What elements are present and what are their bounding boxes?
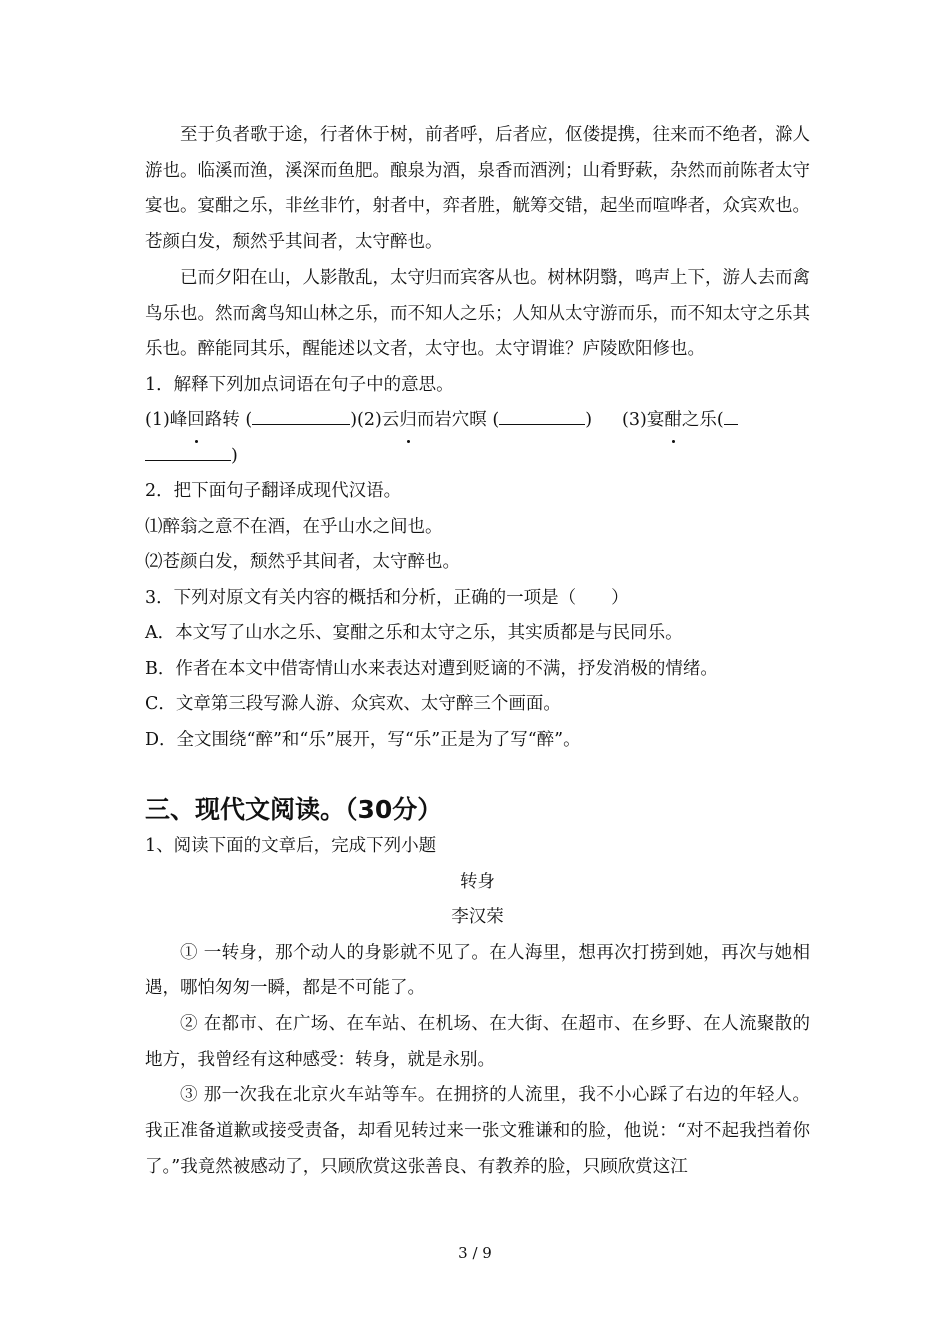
- question-1-stem: 1．解释下列加点词语在句子中的意思。: [145, 374, 454, 395]
- question-1-items: [145, 403, 810, 439]
- classical-paragraph-1: 至于负者歌于途，行者休于树，前者呼，后者应，伛偻提携，往来而不绝者，滁人游也。临溪而渔，溪深而鱼肥。酿泉为酒，泉香而酒洌；山肴野蔌，杂然而前陈者太守宴也。宴酣之乐，非丝非竹，射者中，弈者胜，觥筹交错，起坐而喧哗者，众宾欢也。苍颜白发，颓然乎其间者，太守醉也。: [145, 125, 810, 253]
- q1-item3-answer-blank-start[interactable]: [724, 406, 738, 425]
- q1-item2-post: 而岩穴暝 (: [416, 410, 500, 431]
- q1-item1-dotted-word: 回: [187, 403, 205, 439]
- q1-item3-dotted-word: 酣: [664, 403, 682, 439]
- section-3-title: 三、现代文阅读。（30分）: [145, 795, 443, 824]
- modern-reading-block: [145, 829, 810, 1185]
- question-1-items-continued: [145, 439, 810, 475]
- article-paragraph-2: ② 在都市、在广场、在车站、在机场、在大街、在超市、在乡野、在人流聚散的地方，我曾经有这种感受：转身，就是永别。: [145, 1013, 810, 1070]
- article-paragraph-3: ③ 那一次我在北京火车站等车。在拥挤的人流里，我不小心踩了右边的年轻人。我正准备道歉或接受责备，却看见转过来一张文雅谦和的脸，他说：“对不起我挡着你了。”我竟然被感动了，只顾欣赏这张善良、有教养的脸，只顾欣赏这江: [145, 1085, 810, 1177]
- q1-item3-answer-blank[interactable]: [145, 442, 231, 461]
- question-2-sentence-1: ⑴醉翁之意不在酒，在乎山水之间也。: [145, 516, 443, 537]
- question-3-option-d: D．全文围绕“醉”和“乐”展开，写“乐”正是为了写“醉”。: [145, 729, 581, 750]
- article-paragraph-1: ① 一转身，那个动人的身影就不见了。在人海里，想再次打捞到她，再次与她相遇，哪怕匆匆一瞬，都是不可能了。: [145, 942, 810, 999]
- classical-paragraph-2: 已而夕阳在山，人影散乱，太守归而宾客从也。树林阴翳，鸣声上下，游人去而禽鸟乐也。然而禽鸟知山林之乐，而不知人之乐；人知从太守游而乐，而不知太守之乐其乐也。醉能同其乐，醒能述以文者，太守也。太守谓谁？庐陵欧阳修也。: [145, 267, 810, 360]
- q1-item2-answer-blank[interactable]: [499, 406, 585, 425]
- article-author: 李汉荣: [451, 907, 504, 927]
- q1-item1-answer-blank[interactable]: [252, 406, 350, 425]
- question-2-sentence-2: ⑵苍颜白发，颓然乎其间者，太守醉也。: [145, 552, 460, 573]
- q1-item3-close: ): [231, 445, 238, 466]
- question-3-option-b: B．作者在本文中借寄情山水来表达对遭到贬谪的不满，抒发消极的情绪。: [145, 658, 718, 679]
- section-3-intro: 1、阅读下面的文章后，完成下列小题: [145, 836, 437, 856]
- question-3-stem: 3．下列对原文有关内容的概括和分析，正确的一项是（ ）: [145, 587, 629, 608]
- article-title: 转身: [460, 871, 495, 892]
- q1-item1-pre: (1)峰: [145, 410, 188, 431]
- classical-text-block: [145, 118, 810, 758]
- q1-item1-close: ): [350, 410, 358, 431]
- q1-item1-post: 路转 (: [204, 410, 253, 431]
- question-3-option-c: C．文章第三段写滁人游、众宾欢、太守醉三个画面。: [145, 694, 561, 715]
- q1-item3-pre: (3)宴: [622, 410, 665, 431]
- page-number: 3 / 9: [458, 1244, 492, 1262]
- question-2-stem: 2．把下面句子翻译成现代汉语。: [145, 481, 402, 502]
- q1-item2-dotted-word: 归: [399, 403, 417, 439]
- q1-item3-post: 之乐(: [681, 410, 724, 431]
- q1-item2-pre: (2)云: [357, 410, 400, 431]
- q1-item2-close: ): [585, 410, 593, 431]
- question-3-option-a: A．本文写了山水之乐、宴酣之乐和太守之乐，其实质都是与民同乐。: [145, 623, 683, 644]
